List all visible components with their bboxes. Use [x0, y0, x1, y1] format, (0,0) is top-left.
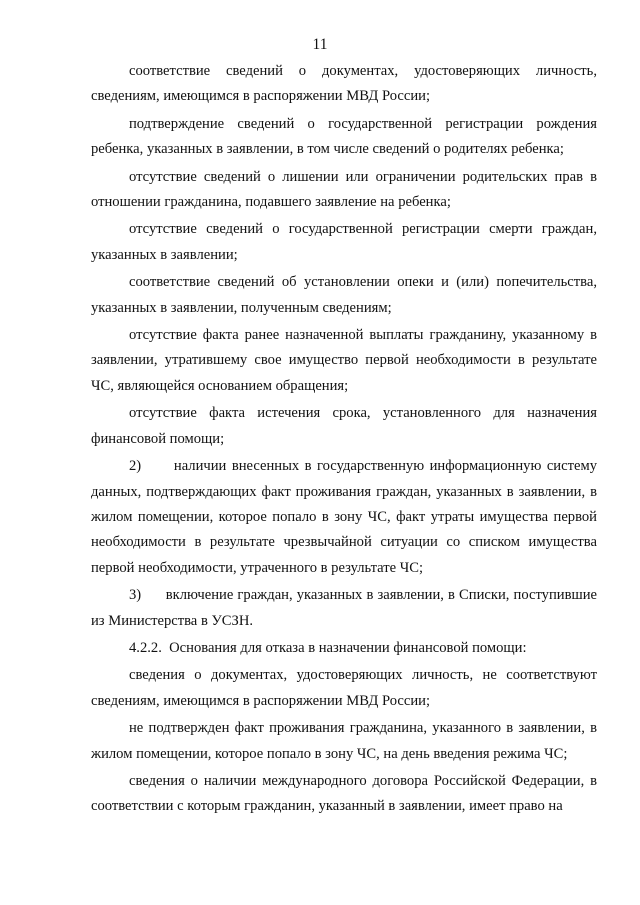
paragraph-parental-rights-check: отсутствие сведений о лишении или ограничении родительских прав в отношении гражданина, подавшего заявление на ребенка; [91, 168, 601, 211]
paragraph-deadline-check: отсутствие факта истечения срока, установленного для назначения финансовой помощи; [91, 405, 601, 447]
paragraph-refusal-residence-not-confirmed: не подтвержден факт проживания гражданина, указанного в заявлении, в жилом помещении, которое попало в зону ЧС, на день введения режима ЧС; [91, 720, 601, 762]
paragraph-refusal-identity-mismatch: сведения о документах, удостоверяющих личность, не соответствуют сведениям, имеющимся в распоряжении МВД России; [91, 667, 601, 709]
paragraph-refusal-international-treaty: сведения о наличии международного договора Российской Федерации, в соответствии с которым гражданин, указанный в заявлении, имеет право на [91, 772, 601, 815]
paragraph-death-registration-check: отсутствие сведений о государственной регистрации смерти граждан, указанных в заявлении; [91, 221, 601, 263]
paragraph-item-3-lists-inclusion: 3) включение граждан, указанных в заявлении, в Списки, поступившие из Министерства в УСЗН. [91, 587, 601, 629]
paragraph-identity-documents-check: соответствие сведений о документах, удостоверяющих личность, сведениям, имеющимся в распоряжении МВД России; [91, 63, 601, 105]
paragraph-guardianship-check: соответствие сведений об установлении опеки и (или) попечительства, указанных в заявлении, полученным сведениям; [91, 274, 601, 316]
document-body [91, 59, 601, 822]
paragraph-birth-registration-check: подтверждение сведений о государственной регистрации рождения ребенка, указанных в заявлении, в том числе сведений о родителях ребенка; [91, 115, 601, 158]
section-heading-4-2-2: 4.2.2. Основания для отказа в назначении финансовой помощи: [129, 639, 527, 656]
paragraph-item-2-residence-data: 2) наличии внесенных в государственную информационную систему данных, подтверждающих факт проживания граждан, указанных в заявлении, в жилом помещении, которое попало в зону ЧС, факт утраты имущества первой необходимости в результате чрезвычайной ситуации со списком имущества первой необходимости, утраченного в результате ЧС; [91, 458, 601, 576]
paragraph-previous-payment-check: отсутствие факта ранее назначенной выплаты гражданину, указанному в заявлении, утратившему свое имущество первой необходимости в результате ЧС, являющейся основанием обращения; [91, 327, 601, 394]
page-number: 11 [312, 36, 328, 53]
